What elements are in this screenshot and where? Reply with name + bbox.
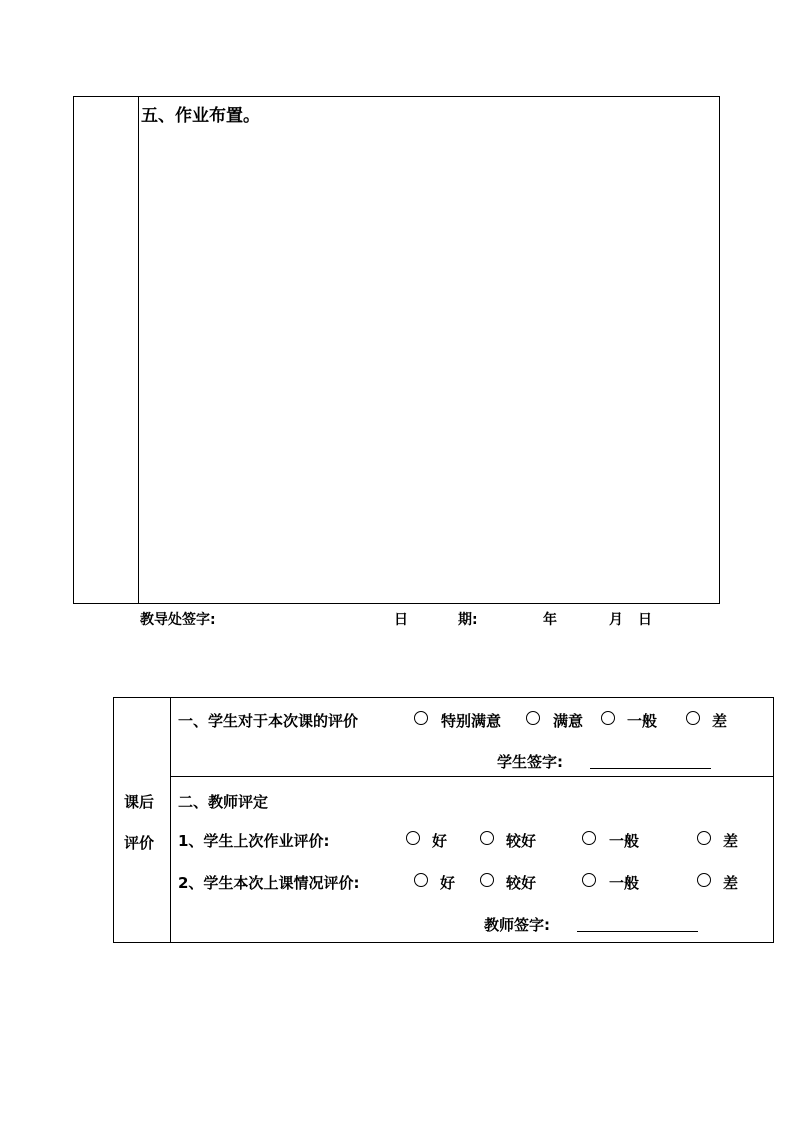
side-label-line1: 课后 [124,793,155,811]
year-label: 年 [543,612,557,628]
student-option-4-radio[interactable] [686,711,700,725]
homework-table-divider [138,96,139,604]
homework-table [73,96,720,604]
side-label-line2: 评价 [124,834,155,852]
date-label-ri: 日 [394,612,408,628]
office-sign-label: 教导处签字: [140,612,216,628]
q1-option-2-label: 较好 [506,832,537,850]
student-option-1-label: 特别满意 [441,712,502,730]
teacher-q1-label: 1、学生上次作业评价: [178,832,330,850]
student-option-1-radio[interactable] [414,711,428,725]
student-option-3-label: 一般 [627,712,658,730]
student-option-4-label: 差 [712,712,728,730]
q1-option-3-label: 一般 [609,832,640,850]
q2-option-3-radio[interactable] [582,873,596,887]
q1-option-1-radio[interactable] [406,831,420,845]
student-option-3-radio[interactable] [601,711,615,725]
q2-option-2-label: 较好 [506,874,537,892]
q1-option-4-radio[interactable] [697,831,711,845]
evaluation-table-vertical-divider [170,697,171,943]
q2-option-3-label: 一般 [609,874,640,892]
teacher-sign-label: 教师签字: [484,916,550,934]
teacher-q2-label: 2、学生本次上课情况评价: [178,874,360,892]
teacher-eval-title: 二、教师评定 [178,793,269,811]
day-label: 日 [638,612,652,628]
teacher-sign-line[interactable] [577,931,698,932]
month-label: 月 [609,612,623,628]
q2-option-1-radio[interactable] [414,873,428,887]
q2-option-1-label: 好 [440,874,456,892]
date-label-qi: 期: [458,612,478,628]
q1-option-2-radio[interactable] [480,831,494,845]
student-eval-title: 一、学生对于本次课的评价 [178,712,359,730]
homework-heading: 五、作业布置。 [141,106,260,126]
student-option-2-radio[interactable] [526,711,540,725]
student-sign-line[interactable] [590,768,711,769]
q2-option-4-radio[interactable] [697,873,711,887]
q1-option-4-label: 差 [723,832,739,850]
q1-option-3-radio[interactable] [582,831,596,845]
evaluation-table-horizontal-divider [170,776,774,777]
q1-option-1-label: 好 [432,832,448,850]
student-sign-label: 学生签字: [497,753,563,771]
q2-option-4-label: 差 [723,874,739,892]
student-option-2-label: 满意 [553,712,584,730]
evaluation-table [113,697,774,943]
q2-option-2-radio[interactable] [480,873,494,887]
